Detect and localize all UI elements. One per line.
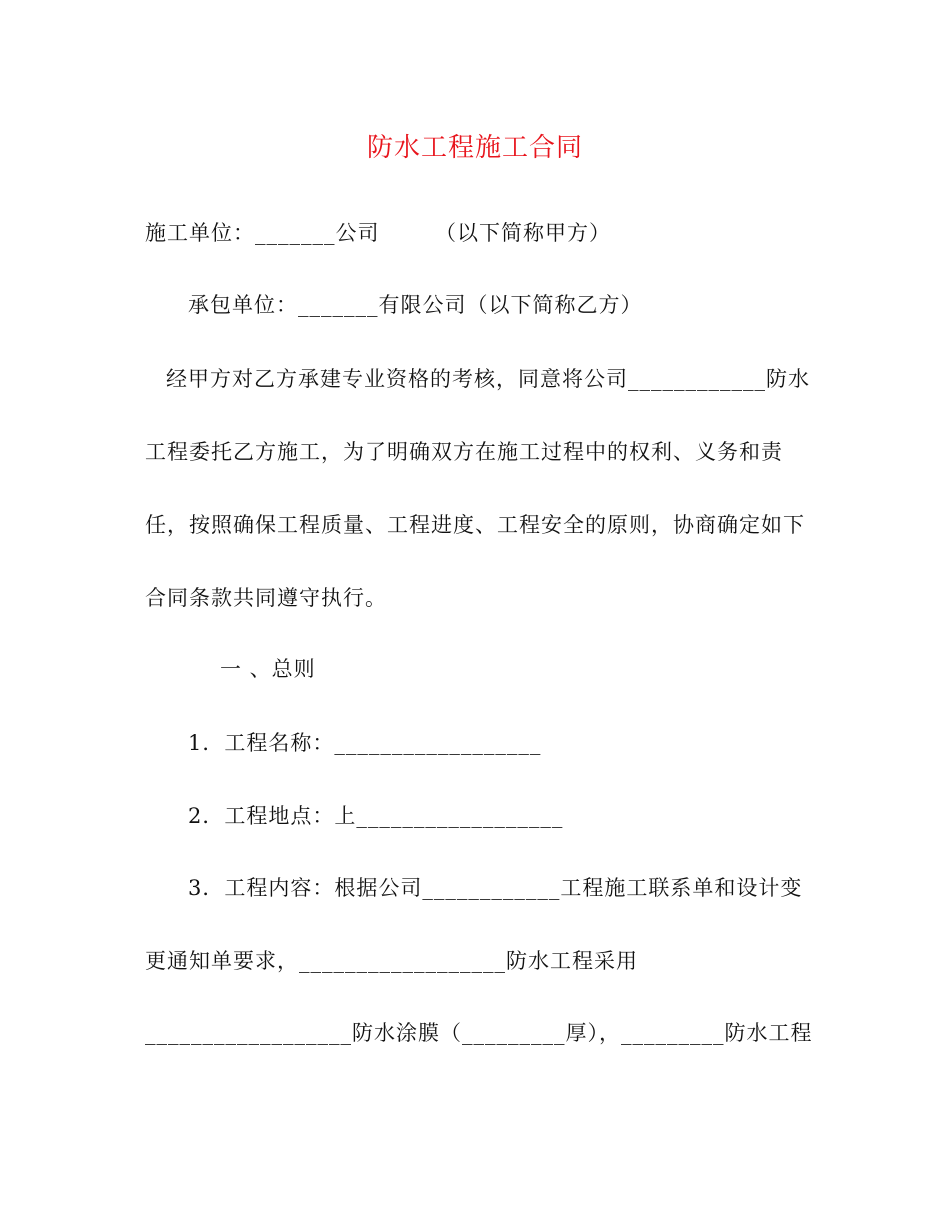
project-location-line: 2．工程地点：上__________________ bbox=[188, 804, 564, 828]
project-content-line-1: 3．工程内容：根据公司____________工程施工联系单和设计变 bbox=[188, 876, 803, 900]
intro-line-1: 经甲方对乙方承建专业资格的考核，同意将公司____________防水 bbox=[166, 367, 810, 391]
intro-line-4: 合同条款共同遵守执行。 bbox=[145, 586, 387, 610]
party-b-line: 承包单位：_______有限公司（以下简称乙方） bbox=[188, 293, 643, 317]
contract-title: 防水工程施工合同 bbox=[366, 133, 583, 163]
intro-line-3: 任，按照确保工程质量、工程进度、工程安全的原则，协商确定如下 bbox=[145, 513, 805, 537]
section-heading-general: 一 、总则 bbox=[220, 657, 316, 681]
party-a-line: 施工单位：_______公司 （以下简称甲方） bbox=[145, 221, 611, 245]
project-content-line-2: 更通知单要求，__________________防水工程采用 bbox=[145, 949, 638, 973]
intro-line-2: 工程委托乙方施工，为了明确双方在施工过程中的权利、义务和责 bbox=[145, 440, 783, 464]
project-name-line: 1．工程名称：__________________ bbox=[188, 731, 542, 755]
project-content-line-3: __________________防水涂膜（_________厚），_________防水工程 bbox=[145, 1021, 813, 1045]
